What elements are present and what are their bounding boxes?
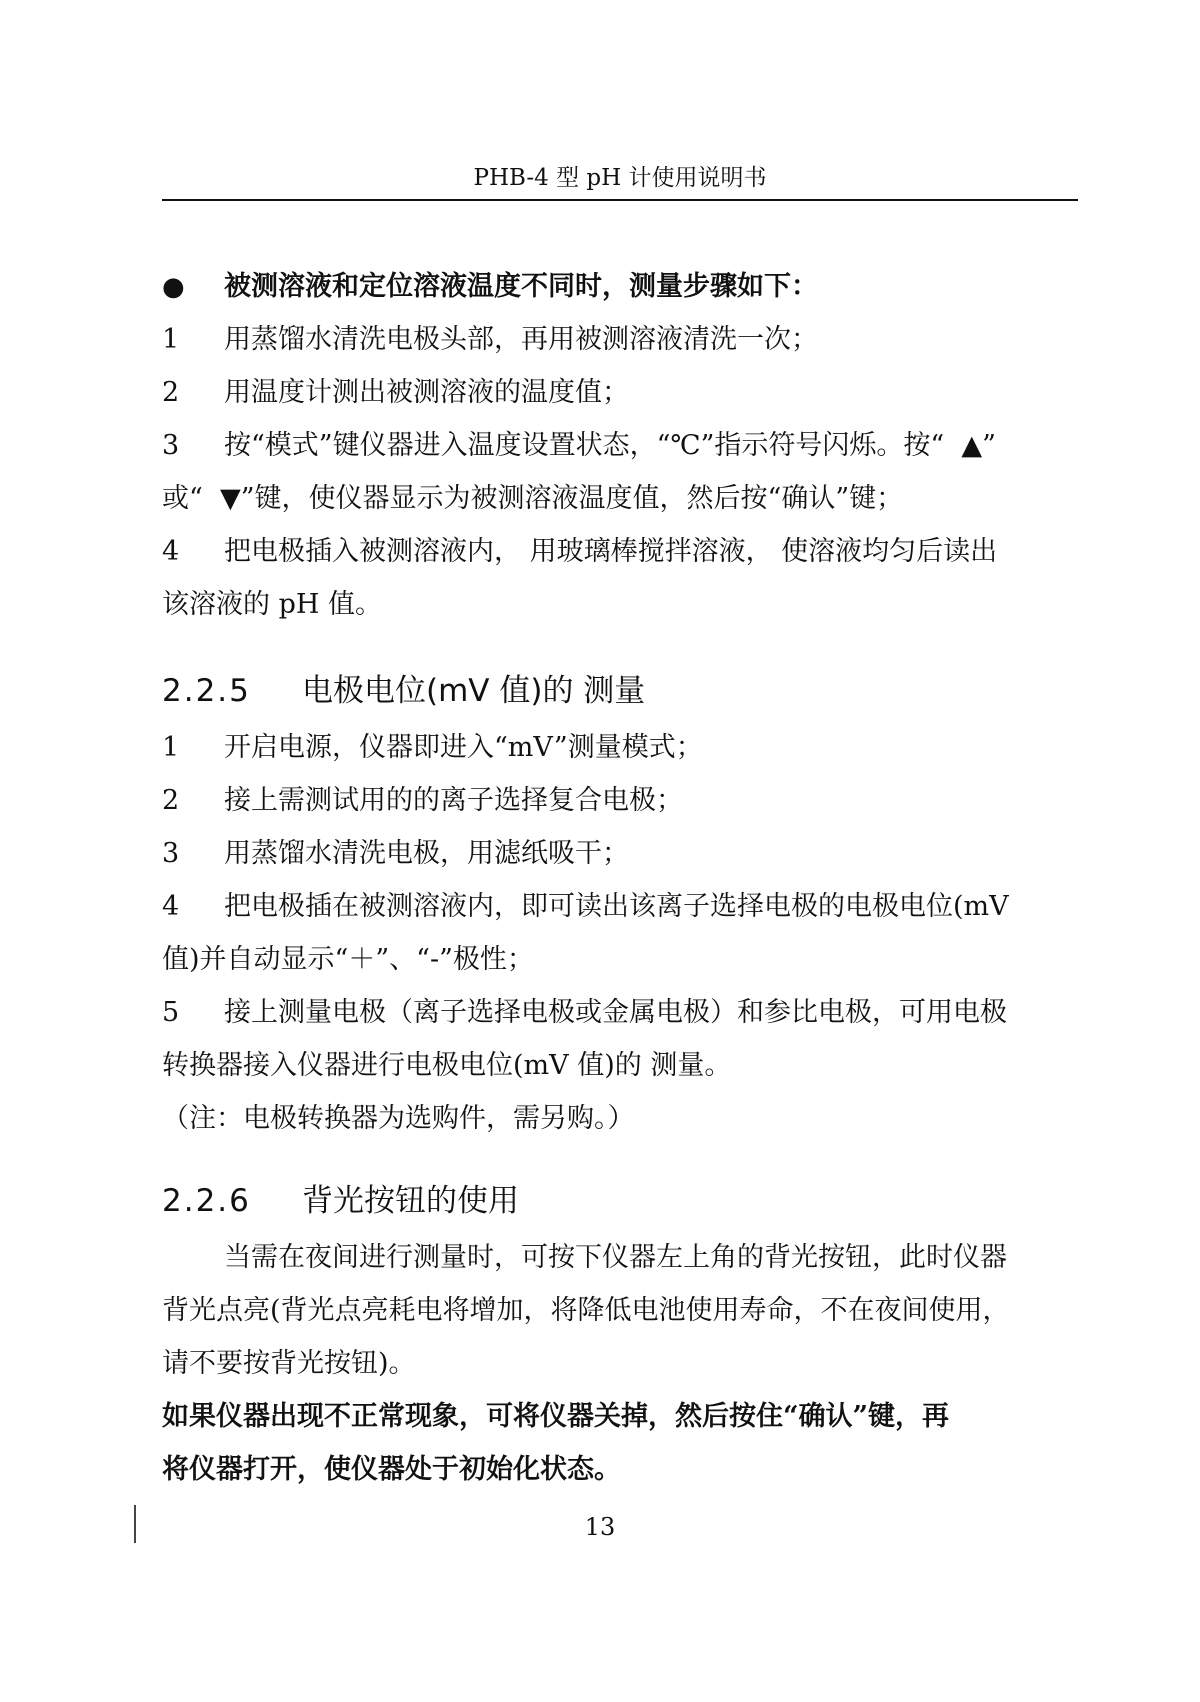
- warning-line: 如果仪器出现不正常现象，可将仪器关掉，然后按住“确认”键，再: [162, 1401, 950, 1432]
- section-title: 背光按钮的使用: [302, 1183, 519, 1219]
- temp-procedure-title: 被测溶液和定位溶液温度不同时，测量步骤如下：: [224, 271, 818, 302]
- header-rule: [162, 199, 1078, 201]
- list-item: [162, 986, 1084, 1039]
- list-item: [162, 880, 1084, 933]
- paragraph-line: 背光点亮(背光点亮耗电将增加，将降低电池使用寿命，不在夜间使用，: [162, 1295, 1010, 1326]
- page-number: 13: [584, 1513, 616, 1541]
- section-heading-2-2-6: [162, 1171, 1084, 1231]
- step-number: 4: [162, 891, 180, 922]
- step-number: 2: [162, 785, 180, 816]
- list-item-continuation: [162, 1039, 1084, 1092]
- step-text: 用蒸馏水清洗电极，用滤纸吸干；: [224, 838, 629, 869]
- bullet-icon: ●: [162, 272, 185, 302]
- step-number: 4: [162, 536, 180, 567]
- list-item-continuation: [162, 933, 1084, 986]
- step-number: 1: [162, 732, 180, 763]
- step-text: 转换器接入仪器进行电极电位(mV 值)的 测量。: [162, 1050, 732, 1081]
- page-content: [162, 260, 1084, 1496]
- paragraph-line: 当需在夜间进行测量时，可按下仪器左上角的背光按钮，此时仪器: [224, 1242, 1007, 1273]
- step-text: 开启电源，仪器即进入“mV”测量模式；: [224, 732, 703, 763]
- warning-line: 将仪器打开，使仪器处于初始化状态。: [162, 1454, 621, 1485]
- note-text-content: （注：电极转换器为选购件，需另购。）: [162, 1103, 635, 1134]
- list-item: [162, 721, 1084, 774]
- step-text: 接上需测试用的的离子选择复合电极；: [224, 785, 683, 816]
- step-text: 或“ ▼”键，使仪器显示为被测溶液温度值，然后按“确认”键；: [162, 483, 904, 514]
- paragraph-line: 请不要按背光按钮)。: [162, 1348, 416, 1379]
- step-text: 该溶液的 pH 值。: [162, 589, 382, 620]
- step-number: 2: [162, 377, 180, 408]
- list-item: [162, 366, 1084, 419]
- step-text: 把电极插入被测溶液内， 用玻璃棒搅拌溶液， 使溶液均匀后读出: [224, 536, 998, 567]
- step-number: 3: [162, 838, 180, 869]
- step-text: 把电极插在被测溶液内，即可读出该离子选择电极的电极电位(mV: [224, 891, 1009, 922]
- step-text: 按“模式”键仪器进入温度设置状态，“℃”指示符号闪烁。按“ ▲”: [224, 430, 996, 461]
- section-number: 2.2.6: [162, 1183, 251, 1219]
- list-item: [162, 827, 1084, 880]
- list-item: [162, 774, 1084, 827]
- step-number: 5: [162, 997, 180, 1028]
- running-header: PHB-4 型 pH 计使用说明书: [473, 165, 767, 191]
- step-text: 用蒸馏水清洗电极头部，再用被测溶液清洗一次；: [224, 324, 818, 355]
- section-number: 2.2.5: [162, 673, 251, 709]
- step-text: 接上测量电极（离子选择电极或金属电极）和参比电极，可用电极: [224, 997, 1007, 1028]
- margin-marker: [134, 1505, 136, 1543]
- list-item-continuation: [162, 578, 1084, 631]
- section-title: 电极电位(mV 值)的 测量: [302, 673, 646, 709]
- step-number: 1: [162, 324, 180, 355]
- list-item: [162, 525, 1084, 578]
- step-text: 用温度计测出被测溶液的温度值；: [224, 377, 629, 408]
- list-item: [162, 313, 1084, 366]
- list-item: [162, 419, 1084, 472]
- section-heading-2-2-5: [162, 661, 1084, 721]
- step-text: 值)并自动显示“＋”、“-”极性；: [162, 944, 534, 975]
- note-text: [162, 1092, 1084, 1145]
- temp-procedure-heading: [162, 260, 1084, 313]
- step-number: 3: [162, 430, 180, 461]
- list-item-continuation: [162, 472, 1084, 525]
